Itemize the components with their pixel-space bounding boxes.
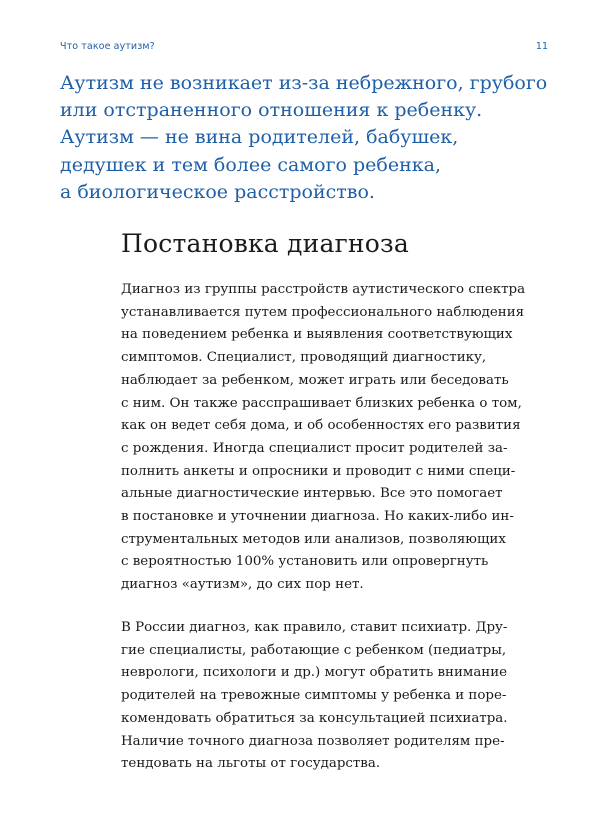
paragraph-line: устанавливается путем профессионального наблюдения bbox=[121, 304, 525, 320]
paragraph-line: В России диагноз, как правило, ставит психиатр. Дру- bbox=[121, 620, 508, 635]
section-title: Постановка диагноза bbox=[121, 229, 409, 258]
paragraph-line: в постановке и уточнении диагноза. Но каких-либо ин- bbox=[121, 509, 514, 525]
paragraph-line: с вероятностью 100% установить или опровергнуть bbox=[121, 554, 489, 570]
paragraph-line: диагноз «аутизм», до сих пор нет. bbox=[121, 577, 364, 593]
pullquote bbox=[60, 70, 570, 206]
paragraph-line: комендовать обратиться за консультацией психиатра. bbox=[121, 710, 508, 726]
running-header: Что такое аутизм? bbox=[60, 41, 155, 52]
page-number: 11 bbox=[535, 41, 548, 52]
paragraph-line: наблюдает за ребенком, может играть или беседовать bbox=[121, 372, 509, 388]
pullquote-line: Аутизм — не вина родителей, бабушек, bbox=[60, 126, 459, 149]
paragraph-line: на поведением ребенка и выявления соответствующих bbox=[121, 327, 513, 343]
paragraph-line: с рождения. Иногда специалист просит родителей за- bbox=[121, 440, 508, 456]
pullquote-line: а биологическое расстройство. bbox=[60, 180, 375, 203]
paragraph-line: симптомов. Специалист, проводящий диагностику, bbox=[121, 350, 487, 366]
paragraph-line: с ним. Он также расспрашивает близких ребенка о том, bbox=[121, 395, 522, 411]
paragraph-line: как он ведет себя дома, и об особенностях его развития bbox=[121, 418, 521, 434]
paragraph-line: родителей на тревожные симптомы у ребенка и поре- bbox=[121, 688, 507, 704]
paragraph-line: неврологи, психологи и др.) могут обратить внимание bbox=[121, 665, 508, 681]
pullquote-line: Аутизм не возникает из-за небрежного, грубого bbox=[60, 72, 548, 94]
paragraph-line: Диагноз из группы расстройств аутистического спектра bbox=[121, 282, 526, 297]
paragraph-line: Наличие точного диагноза позволяет родителям пре- bbox=[121, 733, 505, 749]
pullquote-line: дедушек и тем более самого ребенка, bbox=[60, 153, 442, 176]
paragraph-line: гие специалисты, работающие с ребенком (педиатры, bbox=[121, 642, 507, 658]
paragraph-line: альные диагностические интервью. Все это помогает bbox=[121, 486, 503, 502]
body-paragraph-1 bbox=[121, 279, 561, 597]
paragraph-line: струментальных методов или анализов, позволяющих bbox=[121, 531, 506, 547]
body-paragraph-2 bbox=[121, 617, 561, 776]
pullquote-line: или отстраненного отношения к ребенку. bbox=[60, 99, 483, 122]
paragraph-line: тендовать на льготы от государства. bbox=[121, 756, 381, 772]
paragraph-line: полнить анкеты и опросники и проводит с ними специ- bbox=[121, 463, 516, 479]
